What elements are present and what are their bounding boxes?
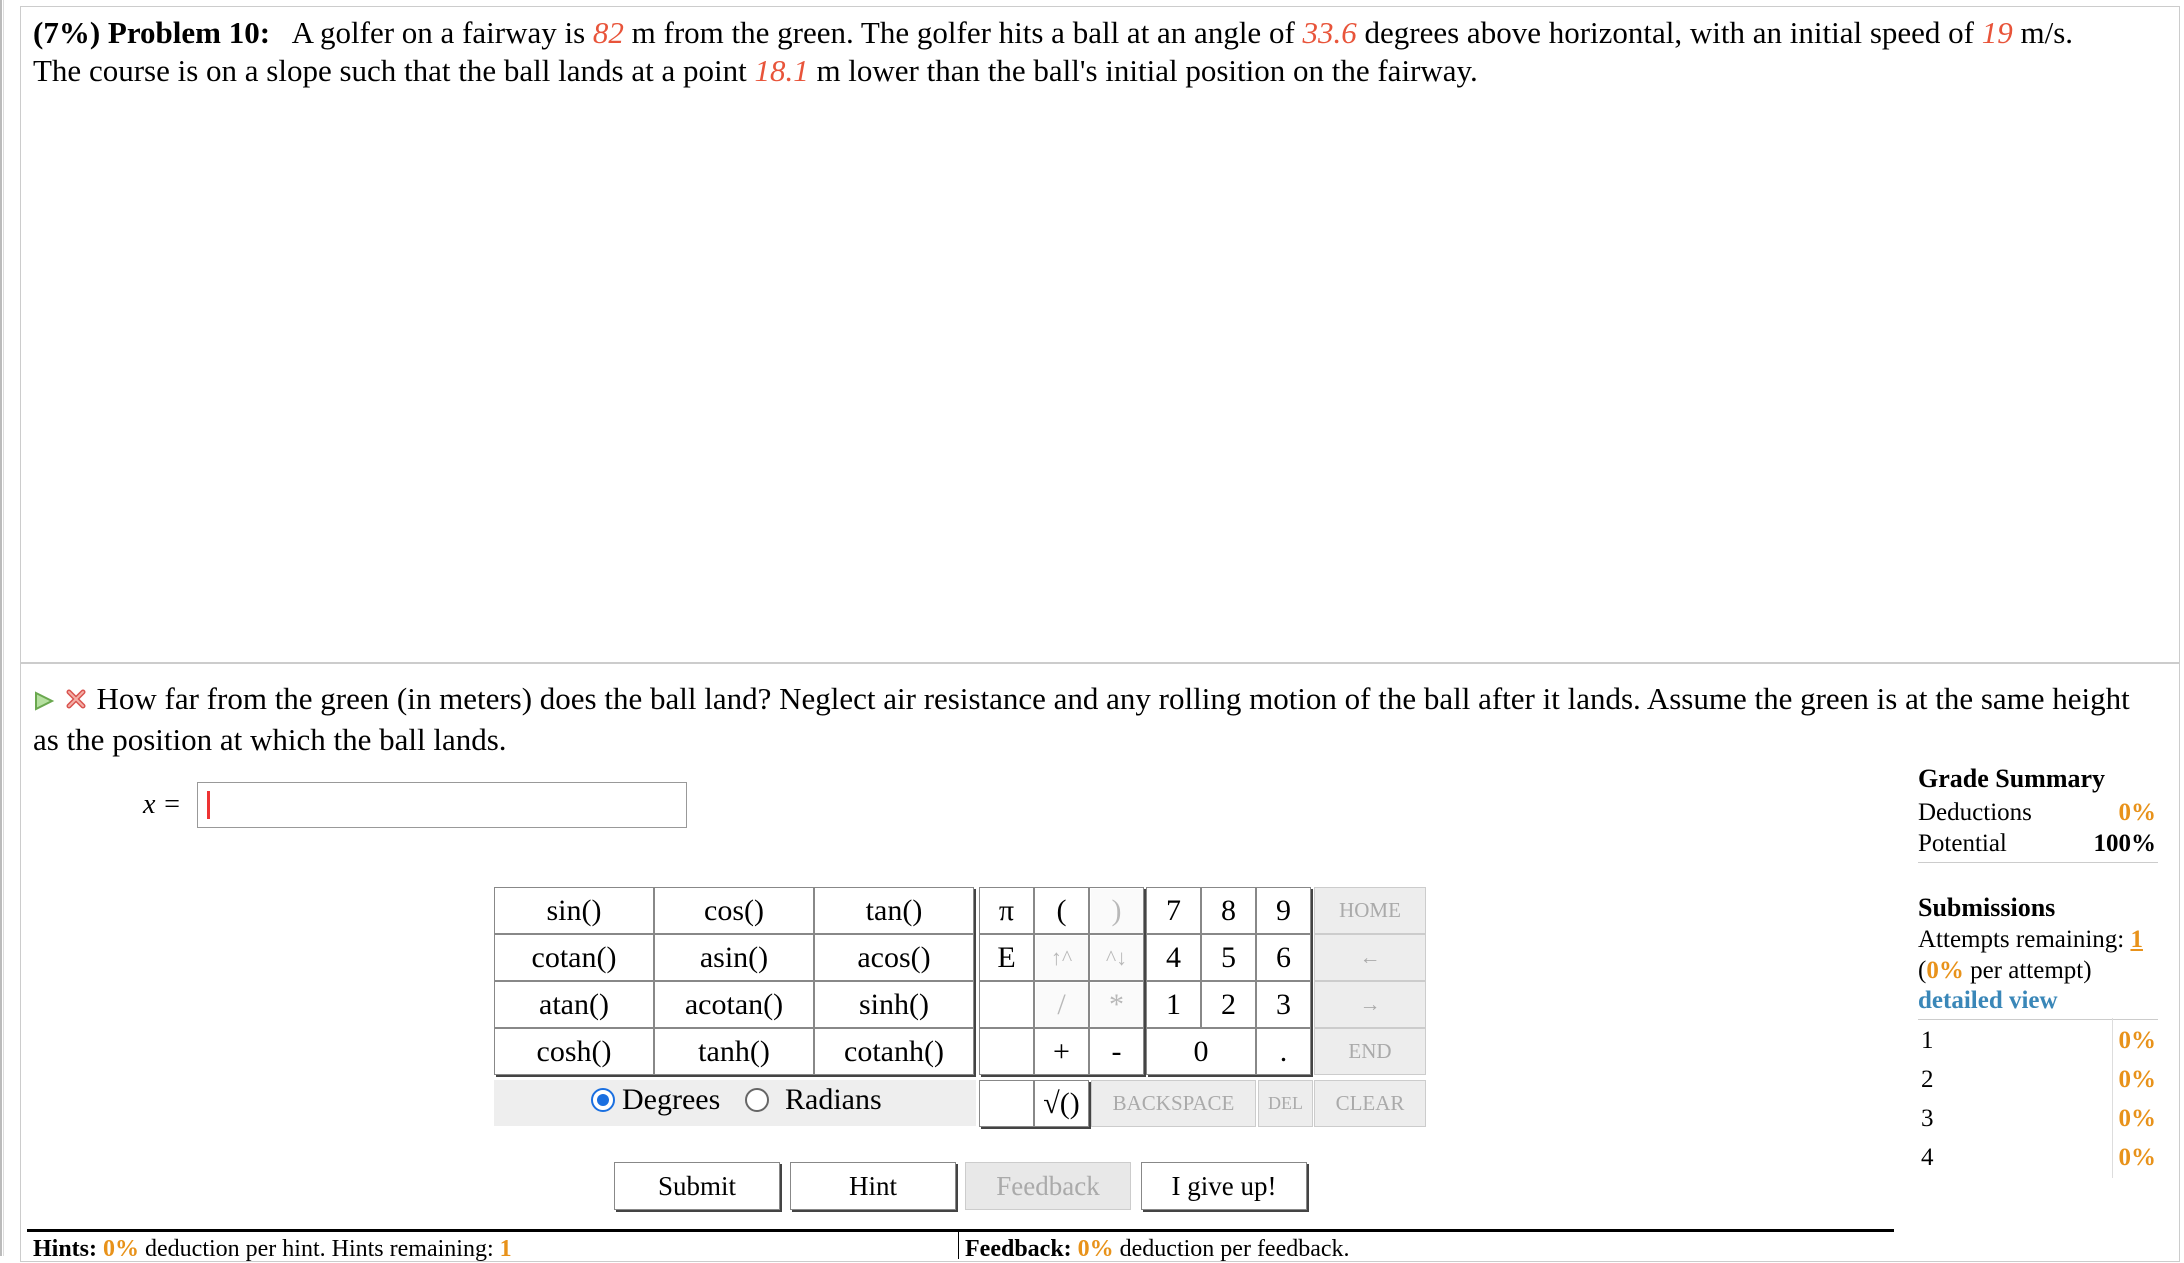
- footer-divider: [958, 1229, 959, 1259]
- degrees-radio[interactable]: [591, 1088, 615, 1112]
- key-sinh[interactable]: sinh(): [814, 981, 974, 1028]
- potential-value: 100%: [2093, 830, 2156, 857]
- attempts-column-divider: [2112, 1018, 2113, 1178]
- key-blank-1: [979, 981, 1034, 1028]
- feedback-text: deduction per feedback.: [1119, 1236, 1350, 1262]
- key-home[interactable]: HOME: [1314, 887, 1426, 934]
- key-5[interactable]: 5: [1201, 934, 1256, 981]
- problem-text-4: m/s.: [2020, 15, 2074, 50]
- submit-button[interactable]: Submit: [614, 1162, 780, 1210]
- key-caret-down[interactable]: ^↓: [1089, 934, 1144, 981]
- deductions-value: 0%: [2118, 799, 2156, 826]
- key-atan[interactable]: atan(): [494, 981, 654, 1028]
- attempt-value-3: 0%: [2118, 1105, 2156, 1132]
- deductions-label: Deductions: [1918, 799, 2032, 826]
- attempt-number-1: 1: [1921, 1027, 1934, 1054]
- problem-text-3: degrees above horizontal, with an initial speed of: [1364, 15, 1974, 50]
- key-2[interactable]: 2: [1201, 981, 1256, 1028]
- problem-weight: (7%): [33, 15, 101, 50]
- key-divide[interactable]: /: [1034, 981, 1089, 1028]
- feedback-info: [965, 1236, 1350, 1263]
- problem-statement: [33, 14, 2173, 90]
- attempt-number-2: 2: [1921, 1066, 1934, 1093]
- key-asin[interactable]: asin(): [654, 934, 814, 981]
- key-6[interactable]: 6: [1256, 934, 1311, 981]
- detailed-view-link[interactable]: detailed view: [1918, 987, 2058, 1014]
- hint-button[interactable]: Hint: [790, 1162, 956, 1210]
- hints-label: Hints:: [33, 1236, 98, 1262]
- key-del[interactable]: DEL: [1258, 1080, 1313, 1127]
- panel-divider: [20, 662, 2180, 664]
- problem-text-1: A golfer on a fairway is: [291, 15, 586, 50]
- key-sin[interactable]: sin(): [494, 887, 654, 934]
- key-blank-2: [979, 1028, 1034, 1075]
- attempt-value-2: 0%: [2118, 1066, 2156, 1093]
- problem-label: Problem 10:: [107, 15, 271, 50]
- attempt-value-1: 0%: [2118, 1027, 2156, 1054]
- feedback-label: Feedback:: [965, 1236, 1072, 1262]
- incorrect-x-icon: [63, 683, 89, 721]
- key-7[interactable]: 7: [1146, 887, 1201, 934]
- key-sqrt[interactable]: √(): [1034, 1080, 1089, 1127]
- distance-value: 82: [592, 15, 624, 50]
- key-tan[interactable]: tan(): [814, 887, 974, 934]
- key-e[interactable]: E: [979, 934, 1034, 981]
- radians-label: Radians: [785, 1083, 882, 1116]
- feedback-percent: 0%: [1077, 1236, 1114, 1262]
- per-attempt-value: 0%: [1926, 957, 1964, 984]
- key-tanh[interactable]: tanh(): [654, 1028, 814, 1075]
- degrees-label: Degrees: [622, 1083, 721, 1116]
- key-cosh[interactable]: cosh(): [494, 1028, 654, 1075]
- key-end[interactable]: END: [1314, 1028, 1426, 1075]
- key-right[interactable]: →: [1314, 981, 1426, 1028]
- per-attempt-text: per attempt): [1963, 957, 2092, 984]
- key-open-paren[interactable]: (: [1034, 887, 1089, 934]
- attempts-remaining: [1918, 926, 2143, 954]
- problem-text-5: The course is on a slope such that the ball lands at a point: [33, 53, 747, 88]
- expand-arrow-icon[interactable]: [33, 683, 55, 721]
- key-cotan[interactable]: cotan(): [494, 934, 654, 981]
- hints-text: deduction per hint. Hints remaining:: [145, 1236, 494, 1262]
- window-frame-left: [0, 0, 4, 1256]
- key-plus[interactable]: +: [1034, 1028, 1089, 1075]
- key-multiply[interactable]: *: [1089, 981, 1144, 1028]
- radians-radio[interactable]: [745, 1088, 769, 1112]
- footer-rule: [27, 1229, 1894, 1232]
- feedback-button[interactable]: Feedback: [965, 1162, 1131, 1210]
- key-backspace[interactable]: BACKSPACE: [1091, 1080, 1256, 1127]
- key-minus[interactable]: -: [1089, 1028, 1144, 1075]
- key-9[interactable]: 9: [1256, 887, 1311, 934]
- drop-value: 18.1: [754, 53, 809, 88]
- problem-text-2: m from the green. The golfer hits a ball at an angle of: [631, 15, 1295, 50]
- answer-input[interactable]: [197, 782, 687, 828]
- hints-percent: 0%: [103, 1236, 140, 1262]
- per-attempt: [1918, 957, 2092, 985]
- question-text: How far from the green (in meters) does the ball land? Neglect air resistance and any rolling motion of the ball after it lands. Assume the green is at the same height as the position at which the ball lands.: [33, 681, 2130, 757]
- grade-divider: [1918, 862, 2158, 863]
- hints-info: [33, 1236, 512, 1263]
- key-8[interactable]: 8: [1201, 887, 1256, 934]
- submissions-title: Submissions: [1918, 893, 2056, 922]
- question: [33, 680, 2153, 759]
- problem-text-6: m lower than the ball's initial position on the fairway.: [816, 53, 1478, 88]
- text-cursor: [207, 791, 210, 819]
- key-acotan[interactable]: acotan(): [654, 981, 814, 1028]
- attempts-value: 1: [2130, 926, 2143, 953]
- angle-value: 33.6: [1302, 15, 1357, 50]
- give-up-button[interactable]: I give up!: [1141, 1162, 1307, 1210]
- attempt-number-4: 4: [1921, 1144, 1934, 1171]
- key-acos[interactable]: acos(): [814, 934, 974, 981]
- key-up-caret[interactable]: ↑^: [1034, 934, 1089, 981]
- answer-label: x =: [143, 789, 182, 820]
- key-clear[interactable]: CLEAR: [1314, 1080, 1426, 1127]
- key-left[interactable]: ←: [1314, 934, 1426, 981]
- key-0[interactable]: 0: [1146, 1028, 1256, 1075]
- submissions-divider: [1918, 1019, 2158, 1020]
- hints-remaining: 1: [499, 1236, 512, 1262]
- key-3[interactable]: 3: [1256, 981, 1311, 1028]
- per-attempt-open: (: [1918, 957, 1927, 984]
- speed-value: 19: [1981, 15, 2013, 50]
- key-decimal[interactable]: .: [1256, 1028, 1311, 1075]
- key-cos[interactable]: cos(): [654, 887, 814, 934]
- key-cotanh[interactable]: cotanh(): [814, 1028, 974, 1075]
- key-1[interactable]: 1: [1146, 981, 1201, 1028]
- potential-label: Potential: [1918, 830, 2007, 857]
- key-blank-3: [979, 1080, 1034, 1127]
- attempts-label: Attempts remaining:: [1918, 926, 2125, 953]
- key-close-paren[interactable]: ): [1089, 887, 1144, 934]
- key-4[interactable]: 4: [1146, 934, 1201, 981]
- attempt-number-3: 3: [1921, 1105, 1934, 1132]
- grade-summary-title: Grade Summary: [1918, 764, 2106, 793]
- key-pi[interactable]: π: [979, 887, 1034, 934]
- angle-mode-selector: [494, 1080, 976, 1126]
- attempt-value-4: 0%: [2118, 1144, 2156, 1171]
- problem-panel: [20, 6, 2180, 662]
